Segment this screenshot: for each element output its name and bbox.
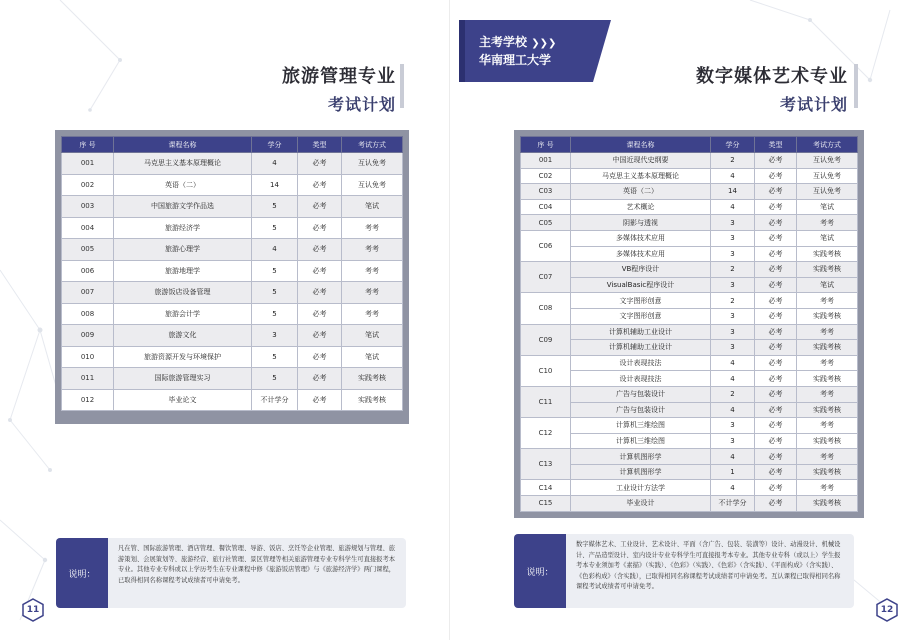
table-cell: 设计表现技法 bbox=[571, 371, 711, 387]
table-cell: 3 bbox=[711, 324, 755, 340]
table-cell: 实践考核 bbox=[797, 496, 858, 512]
table-cell: 3 bbox=[711, 418, 755, 434]
table-cell: 必考 bbox=[755, 153, 797, 169]
table-cell: 必考 bbox=[298, 153, 342, 175]
table-cell: 实践考核 bbox=[342, 389, 403, 411]
table-cell: 必考 bbox=[298, 303, 342, 325]
table-row bbox=[62, 217, 403, 239]
table-row bbox=[521, 153, 858, 169]
table-cell: 考考 bbox=[797, 324, 858, 340]
table-cell: 计算机三维绘图 bbox=[571, 418, 711, 434]
table-cell: 旅游会计学 bbox=[114, 303, 252, 325]
table-row bbox=[521, 230, 858, 246]
left-plan-table-frame bbox=[55, 130, 409, 424]
table-row bbox=[521, 371, 858, 387]
left-page-number bbox=[22, 598, 44, 622]
school-banner bbox=[459, 20, 611, 82]
table-cell: 马克思主义基本原理概论 bbox=[114, 153, 252, 175]
table-cell: 考考 bbox=[797, 355, 858, 371]
table-row bbox=[521, 340, 858, 356]
table-row bbox=[521, 480, 858, 496]
course-code-cell: C14 bbox=[521, 480, 571, 496]
table-cell: 3 bbox=[711, 340, 755, 356]
table-header-cell: 学分 bbox=[252, 137, 298, 153]
table-row bbox=[62, 196, 403, 218]
table-row bbox=[62, 368, 403, 390]
table-row bbox=[521, 355, 858, 371]
table-cell: 必考 bbox=[755, 246, 797, 262]
table-row bbox=[521, 277, 858, 293]
table-header-cell: 类型 bbox=[755, 137, 797, 153]
table-header-cell: 序 号 bbox=[62, 137, 114, 153]
right-subtitle: 考试计划 bbox=[779, 95, 848, 114]
table-cell: 4 bbox=[711, 371, 755, 387]
table-cell: 必考 bbox=[298, 196, 342, 218]
table-cell: 考考 bbox=[797, 480, 858, 496]
table-cell: 必考 bbox=[298, 389, 342, 411]
table-cell: 必考 bbox=[298, 346, 342, 368]
table-row bbox=[521, 496, 858, 512]
table-row bbox=[521, 386, 858, 402]
table-cell: 4 bbox=[252, 239, 298, 261]
table-cell: 互认免考 bbox=[342, 174, 403, 196]
course-code-cell: 006 bbox=[62, 260, 114, 282]
table-row bbox=[521, 449, 858, 465]
course-code-cell: 001 bbox=[62, 153, 114, 175]
table-cell: 旅游饭店设备管理 bbox=[114, 282, 252, 304]
table-cell: 设计表现技法 bbox=[571, 355, 711, 371]
table-row bbox=[521, 418, 858, 434]
course-code-cell: 002 bbox=[62, 174, 114, 196]
table-cell: 笔试 bbox=[797, 199, 858, 215]
table-cell: 必考 bbox=[755, 496, 797, 512]
table-cell: 实践考核 bbox=[797, 433, 858, 449]
table-cell: 3 bbox=[711, 277, 755, 293]
table-cell: 笔试 bbox=[342, 346, 403, 368]
table-row bbox=[521, 433, 858, 449]
table-cell: 2 bbox=[711, 262, 755, 278]
table-header-cell: 类型 bbox=[298, 137, 342, 153]
table-cell: 互认免考 bbox=[797, 168, 858, 184]
table-cell: 计算机图形学 bbox=[571, 449, 711, 465]
table-cell: 旅游心理学 bbox=[114, 239, 252, 261]
right-title: 数字媒体艺术专业 bbox=[696, 66, 848, 87]
table-cell: 计算机辅助工业设计 bbox=[571, 324, 711, 340]
table-row bbox=[62, 346, 403, 368]
table-cell: 4 bbox=[711, 199, 755, 215]
table-cell: 必考 bbox=[755, 418, 797, 434]
table-header-cell: 课程名称 bbox=[114, 137, 252, 153]
table-cell: 3 bbox=[711, 246, 755, 262]
table-cell: 互认免考 bbox=[342, 153, 403, 175]
table-cell: 旅游资源开发与环境保护 bbox=[114, 346, 252, 368]
table-row bbox=[62, 174, 403, 196]
table-row bbox=[521, 308, 858, 324]
table-cell: 必考 bbox=[755, 262, 797, 278]
table-row bbox=[62, 239, 403, 261]
table-cell: 5 bbox=[252, 196, 298, 218]
right-plan-table bbox=[520, 136, 858, 512]
course-code-cell: 012 bbox=[62, 389, 114, 411]
table-cell: 实践考核 bbox=[797, 308, 858, 324]
table-row bbox=[521, 293, 858, 309]
table-cell: 必考 bbox=[298, 174, 342, 196]
table-cell: 考考 bbox=[342, 217, 403, 239]
left-note-text: 凡在管、国际旅游管理、酒店管理、餐饮管理、导游、饭店、烹饪等企业管理、旅游规划与管理、旅游策划、会展策划等、旅游经营、旅行社管理、景区管理等相关旅游管理专业专科学生可直接报考本专业。其他专业专科或以上学历考生在专业课程中修《旅游饭店管理》与《旅游经济学》两门课程，已取得相同名称课程考试成绩者可申请免考。 bbox=[118, 545, 396, 584]
table-cell: 5 bbox=[252, 260, 298, 282]
table-cell: 考考 bbox=[342, 282, 403, 304]
course-code-cell: C08 bbox=[521, 293, 571, 324]
table-cell: 笔试 bbox=[342, 325, 403, 347]
table-row bbox=[521, 464, 858, 480]
table-cell: 文字图形创意 bbox=[571, 293, 711, 309]
table-cell: 5 bbox=[252, 217, 298, 239]
table-cell: 笔试 bbox=[342, 196, 403, 218]
course-code-cell: C10 bbox=[521, 355, 571, 386]
table-cell: 毕业设计 bbox=[571, 496, 711, 512]
course-code-cell: C03 bbox=[521, 184, 571, 200]
table-cell: 2 bbox=[711, 153, 755, 169]
table-cell: 考考 bbox=[342, 303, 403, 325]
table-cell: 毕业论文 bbox=[114, 389, 252, 411]
table-cell: 4 bbox=[711, 168, 755, 184]
table-cell: 必考 bbox=[755, 324, 797, 340]
table-cell: 多媒体技术应用 bbox=[571, 230, 711, 246]
course-code-cell: 010 bbox=[62, 346, 114, 368]
table-cell: 3 bbox=[711, 433, 755, 449]
table-cell: 必考 bbox=[755, 340, 797, 356]
left-heading bbox=[282, 66, 396, 116]
table-cell: 必考 bbox=[755, 168, 797, 184]
course-code-cell: C11 bbox=[521, 386, 571, 417]
right-note-text: 数字媒体艺术、工业设计、艺术设计、平面（含广告、包装、装潢等）设计、动漫设计、机械设计、产品造型设计、室内设计专业专科学生可直接报考本专业。其他专业专科（或以上）学生报考本专业须加考《素描》（实践）、《色彩》（实践）、《色彩》（含实践）、《平面构成》（含实践）、《色彩构成》（含实践），已取得相同名称课程考试成绩者可申请免考。互认课程已取得相同名称课程考试成绩者可申请免考。 bbox=[576, 541, 841, 590]
course-code-cell: 007 bbox=[62, 282, 114, 304]
table-cell: 4 bbox=[711, 480, 755, 496]
table-row bbox=[62, 325, 403, 347]
table-row bbox=[521, 199, 858, 215]
right-note-box bbox=[514, 534, 854, 608]
table-cell: 必考 bbox=[298, 368, 342, 390]
left-note-label: 说明： bbox=[56, 538, 108, 608]
table-cell: 考考 bbox=[797, 449, 858, 465]
table-header-cell: 考试方式 bbox=[342, 137, 403, 153]
right-page-number-text: 12 bbox=[880, 605, 894, 615]
table-cell: 互认免考 bbox=[797, 184, 858, 200]
table-cell: 马克思主义基本原理概论 bbox=[571, 168, 711, 184]
table-cell: 5 bbox=[252, 282, 298, 304]
table-cell: 4 bbox=[711, 355, 755, 371]
table-cell: VB程序设计 bbox=[571, 262, 711, 278]
table-row bbox=[62, 260, 403, 282]
table-header-cell: 考试方式 bbox=[797, 137, 858, 153]
course-code-cell: 001 bbox=[521, 153, 571, 169]
table-row bbox=[521, 324, 858, 340]
table-cell: 旅游文化 bbox=[114, 325, 252, 347]
table-cell: 实践考核 bbox=[797, 371, 858, 387]
table-cell: 3 bbox=[711, 230, 755, 246]
table-cell: 4 bbox=[711, 449, 755, 465]
table-cell: 阴影与透视 bbox=[571, 215, 711, 231]
table-cell: 必考 bbox=[755, 293, 797, 309]
table-cell: 旅游地理学 bbox=[114, 260, 252, 282]
table-cell: 必考 bbox=[755, 277, 797, 293]
left-note-box bbox=[56, 538, 406, 608]
table-cell: 实践考核 bbox=[797, 402, 858, 418]
table-row bbox=[62, 389, 403, 411]
table-cell: 2 bbox=[711, 293, 755, 309]
table-cell: 必考 bbox=[755, 355, 797, 371]
table-cell: 必考 bbox=[298, 325, 342, 347]
course-code-cell: 003 bbox=[62, 196, 114, 218]
table-cell: 实践考核 bbox=[342, 368, 403, 390]
table-cell: 5 bbox=[252, 368, 298, 390]
table-cell: 3 bbox=[711, 308, 755, 324]
table-cell: 必考 bbox=[755, 230, 797, 246]
course-code-cell: C13 bbox=[521, 449, 571, 480]
course-code-cell: C05 bbox=[521, 215, 571, 231]
table-cell: 3 bbox=[711, 215, 755, 231]
table-cell: 广告与包装设计 bbox=[571, 386, 711, 402]
table-cell: 必考 bbox=[755, 449, 797, 465]
table-cell: 考考 bbox=[342, 260, 403, 282]
school-line2: 华南理工大学 bbox=[479, 53, 552, 67]
table-cell: 计算机图形学 bbox=[571, 464, 711, 480]
course-code-cell: 011 bbox=[62, 368, 114, 390]
right-heading bbox=[696, 66, 848, 116]
table-cell: 必考 bbox=[298, 260, 342, 282]
table-cell: 必考 bbox=[298, 217, 342, 239]
left-subtitle: 考试计划 bbox=[327, 95, 396, 114]
course-code-cell: 009 bbox=[62, 325, 114, 347]
table-row bbox=[521, 402, 858, 418]
left-heading-bar bbox=[400, 64, 404, 108]
table-cell: 3 bbox=[252, 325, 298, 347]
table-cell: 必考 bbox=[755, 464, 797, 480]
table-header-cell: 序 号 bbox=[521, 137, 571, 153]
table-row bbox=[521, 184, 858, 200]
table-cell: 必考 bbox=[298, 282, 342, 304]
table-cell: 考考 bbox=[797, 215, 858, 231]
table-row bbox=[521, 262, 858, 278]
table-cell: 必考 bbox=[755, 215, 797, 231]
table-cell: 英语（二） bbox=[114, 174, 252, 196]
course-code-cell: C02 bbox=[521, 168, 571, 184]
school-line1: 主考学校 bbox=[479, 35, 528, 49]
table-cell: 实践考核 bbox=[797, 464, 858, 480]
table-cell: 英语（二） bbox=[571, 184, 711, 200]
table-cell: 必考 bbox=[755, 402, 797, 418]
course-code-cell: C06 bbox=[521, 230, 571, 261]
table-cell: 文字图形创意 bbox=[571, 308, 711, 324]
table-cell: 笔试 bbox=[797, 277, 858, 293]
course-code-cell: C07 bbox=[521, 262, 571, 293]
table-row bbox=[521, 246, 858, 262]
table-row bbox=[62, 282, 403, 304]
table-row bbox=[521, 215, 858, 231]
left-plan-table bbox=[61, 136, 403, 411]
table-cell: 国际旅游管理实习 bbox=[114, 368, 252, 390]
course-code-cell: 005 bbox=[62, 239, 114, 261]
table-cell: 4 bbox=[252, 153, 298, 175]
table-cell: 实践考核 bbox=[797, 262, 858, 278]
table-cell: 5 bbox=[252, 303, 298, 325]
right-page bbox=[450, 0, 900, 640]
right-plan-table-frame bbox=[514, 130, 864, 518]
table-cell: 必考 bbox=[298, 239, 342, 261]
course-code-cell: C04 bbox=[521, 199, 571, 215]
table-cell: 中国近现代史纲要 bbox=[571, 153, 711, 169]
table-row bbox=[62, 303, 403, 325]
table-cell: 必考 bbox=[755, 371, 797, 387]
table-cell: 1 bbox=[711, 464, 755, 480]
right-page-number bbox=[876, 598, 898, 622]
table-cell: 必考 bbox=[755, 480, 797, 496]
table-row bbox=[521, 168, 858, 184]
table-cell: 考考 bbox=[342, 239, 403, 261]
table-cell: 艺术概论 bbox=[571, 199, 711, 215]
course-code-cell: C15 bbox=[521, 496, 571, 512]
table-cell: 必考 bbox=[755, 386, 797, 402]
table-cell: 必考 bbox=[755, 433, 797, 449]
table-cell: 2 bbox=[711, 386, 755, 402]
table-cell: 考考 bbox=[797, 418, 858, 434]
table-cell: 计算机三维绘图 bbox=[571, 433, 711, 449]
table-cell: 考考 bbox=[797, 293, 858, 309]
table-cell: 实践考核 bbox=[797, 340, 858, 356]
table-cell: 广告与包装设计 bbox=[571, 402, 711, 418]
course-code-cell: 004 bbox=[62, 217, 114, 239]
course-code-cell: C12 bbox=[521, 418, 571, 449]
table-cell: 实践考核 bbox=[797, 246, 858, 262]
right-heading-bar bbox=[854, 64, 858, 108]
table-cell: 考考 bbox=[797, 386, 858, 402]
left-page-number-text: 11 bbox=[26, 605, 40, 615]
table-cell: 旅游经济学 bbox=[114, 217, 252, 239]
table-header-cell: 学分 bbox=[711, 137, 755, 153]
table-cell: 笔试 bbox=[797, 230, 858, 246]
table-cell: 必考 bbox=[755, 308, 797, 324]
right-note-label: 说明： bbox=[514, 534, 566, 608]
table-cell: 多媒体技术应用 bbox=[571, 246, 711, 262]
chevrons-icon: ❯❯❯ bbox=[531, 38, 557, 49]
table-cell: 不计学分 bbox=[711, 496, 755, 512]
table-cell: 14 bbox=[711, 184, 755, 200]
table-cell: 必考 bbox=[755, 184, 797, 200]
table-cell: VisualBasic程序设计 bbox=[571, 277, 711, 293]
course-code-cell: C09 bbox=[521, 324, 571, 355]
table-cell: 中国旅游文学作品选 bbox=[114, 196, 252, 218]
table-cell: 工业设计方法学 bbox=[571, 480, 711, 496]
left-title: 旅游管理专业 bbox=[282, 66, 396, 87]
table-cell: 互认免考 bbox=[797, 153, 858, 169]
table-cell: 5 bbox=[252, 346, 298, 368]
table-row bbox=[62, 153, 403, 175]
table-cell: 14 bbox=[252, 174, 298, 196]
table-cell: 计算机辅助工业设计 bbox=[571, 340, 711, 356]
school-banner-text bbox=[479, 34, 556, 68]
table-cell: 必考 bbox=[755, 199, 797, 215]
table-header-cell: 课程名称 bbox=[571, 137, 711, 153]
table-cell: 不计学分 bbox=[252, 389, 298, 411]
table-cell: 4 bbox=[711, 402, 755, 418]
course-code-cell: 008 bbox=[62, 303, 114, 325]
